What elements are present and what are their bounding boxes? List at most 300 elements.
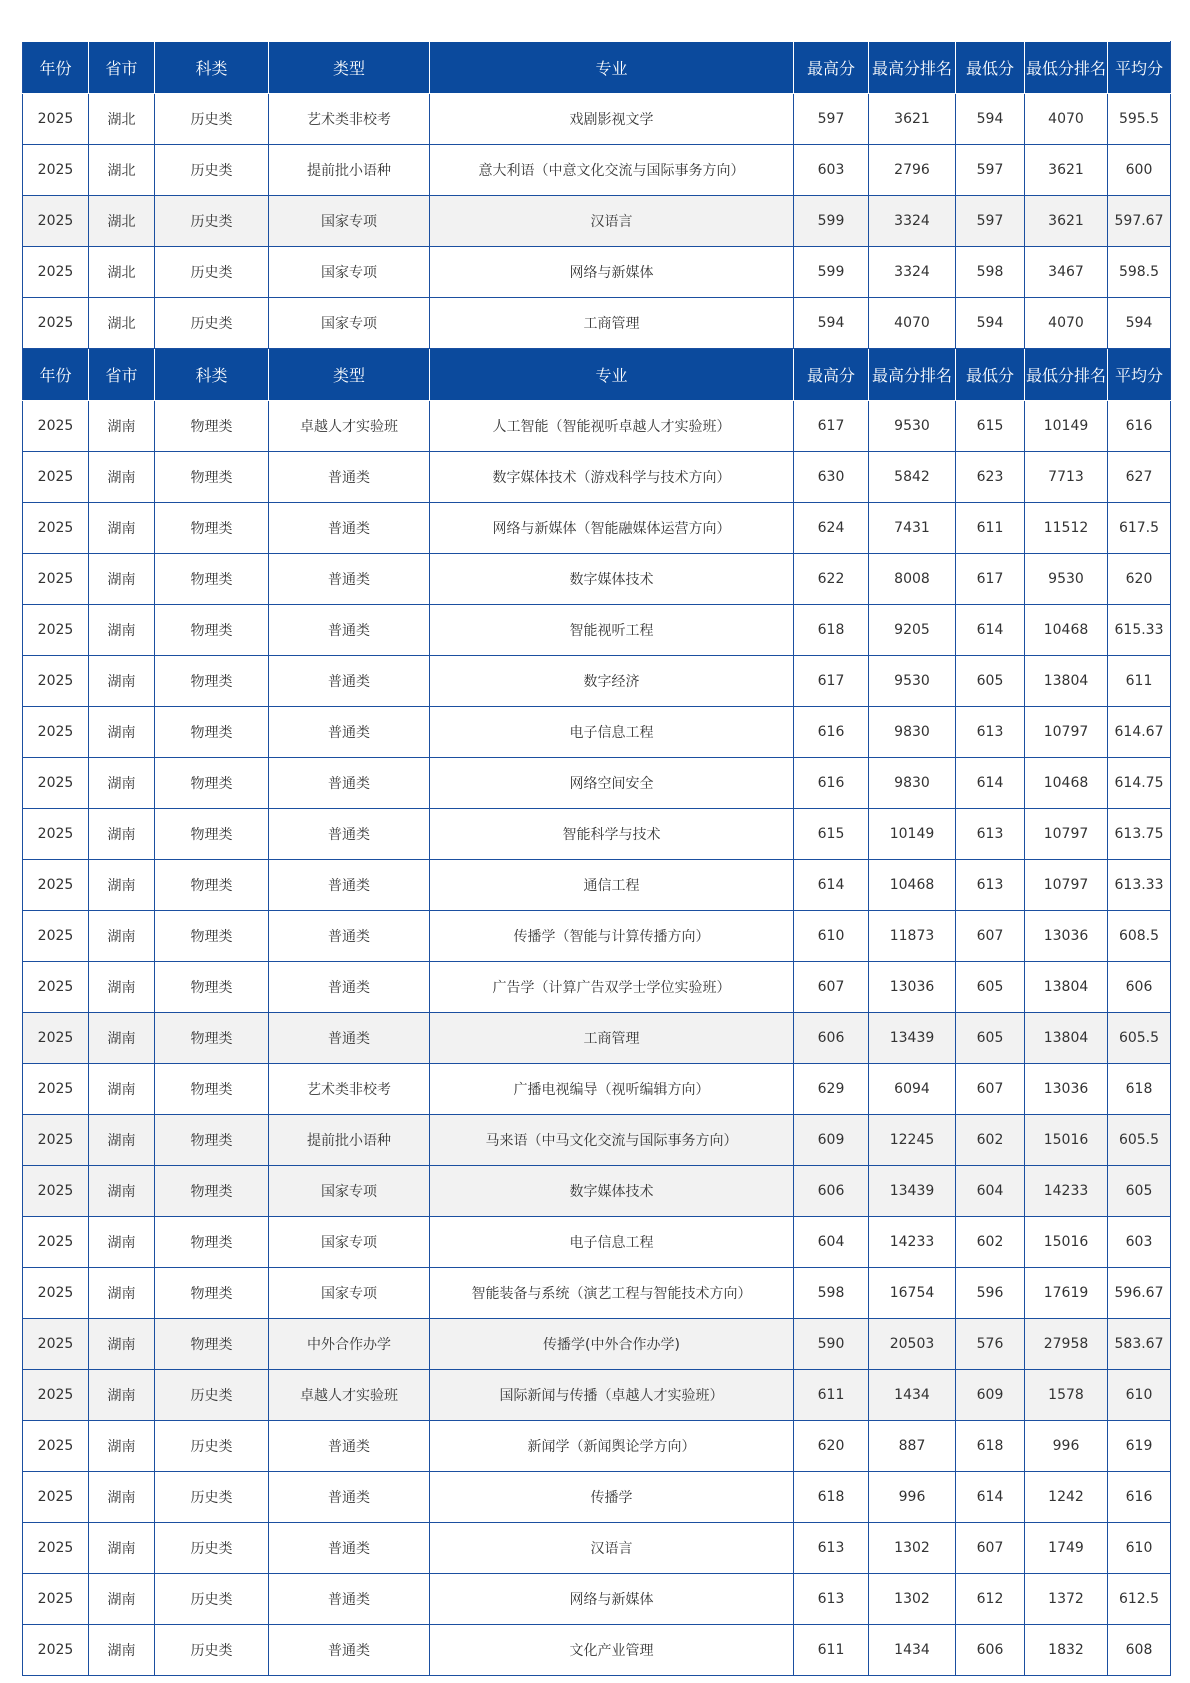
cell-max-score: 613 — [794, 1523, 869, 1574]
cell-year: 2025 — [23, 1217, 89, 1268]
column-header-year: 年份 — [23, 42, 89, 94]
cell-min-score-rank: 10797 — [1025, 860, 1108, 911]
cell-province: 湖南 — [89, 452, 155, 503]
cell-admission-type: 普通类 — [269, 452, 430, 503]
cell-average-score: 613.33 — [1108, 860, 1171, 911]
table-row — [23, 656, 1171, 707]
cell-average-score: 598.5 — [1108, 247, 1171, 298]
cell-max-score-rank: 16754 — [869, 1268, 956, 1319]
cell-province: 湖南 — [89, 1166, 155, 1217]
cell-admission-type: 普通类 — [269, 1523, 430, 1574]
cell-subject-category: 历史类 — [155, 196, 269, 247]
cell-min-score: 602 — [956, 1115, 1025, 1166]
cell-province: 湖南 — [89, 656, 155, 707]
cell-min-score: 607 — [956, 1064, 1025, 1115]
cell-year: 2025 — [23, 298, 89, 349]
cell-max-score: 606 — [794, 1166, 869, 1217]
cell-max-score: 618 — [794, 1472, 869, 1523]
cell-subject-category: 物理类 — [155, 1319, 269, 1370]
table-row — [23, 1115, 1171, 1166]
cell-admission-type: 提前批小语种 — [269, 1115, 430, 1166]
cell-admission-type: 普通类 — [269, 554, 430, 605]
cell-year: 2025 — [23, 1013, 89, 1064]
cell-min-score-rank: 10149 — [1025, 401, 1108, 452]
cell-average-score: 618 — [1108, 1064, 1171, 1115]
column-header-min-score-rank: 最低分排名 — [1025, 349, 1108, 401]
cell-year: 2025 — [23, 554, 89, 605]
cell-min-score: 611 — [956, 503, 1025, 554]
cell-max-score-rank: 9205 — [869, 605, 956, 656]
cell-min-score: 615 — [956, 401, 1025, 452]
cell-major: 数字媒体技术 — [430, 1166, 794, 1217]
cell-province: 湖南 — [89, 911, 155, 962]
cell-year: 2025 — [23, 1574, 89, 1625]
cell-max-score-rank: 6094 — [869, 1064, 956, 1115]
cell-subject-category: 历史类 — [155, 94, 269, 145]
cell-average-score: 610 — [1108, 1523, 1171, 1574]
cell-admission-type: 国家专项 — [269, 196, 430, 247]
cell-min-score-rank: 13036 — [1025, 1064, 1108, 1115]
cell-major: 工商管理 — [430, 298, 794, 349]
cell-min-score: 613 — [956, 860, 1025, 911]
cell-min-score: 614 — [956, 758, 1025, 809]
cell-year: 2025 — [23, 707, 89, 758]
cell-max-score: 614 — [794, 860, 869, 911]
cell-year: 2025 — [23, 503, 89, 554]
cell-year: 2025 — [23, 1421, 89, 1472]
cell-average-score: 605.5 — [1108, 1115, 1171, 1166]
table-row — [23, 1574, 1171, 1625]
cell-subject-category: 物理类 — [155, 809, 269, 860]
table-row — [23, 401, 1171, 452]
cell-major: 电子信息工程 — [430, 707, 794, 758]
cell-average-score: 614.75 — [1108, 758, 1171, 809]
cell-year: 2025 — [23, 1625, 89, 1676]
cell-max-score-rank: 11873 — [869, 911, 956, 962]
cell-min-score-rank: 1372 — [1025, 1574, 1108, 1625]
cell-year: 2025 — [23, 656, 89, 707]
cell-subject-category: 物理类 — [155, 605, 269, 656]
cell-admission-type: 国家专项 — [269, 1268, 430, 1319]
cell-min-score-rank: 13804 — [1025, 962, 1108, 1013]
cell-year: 2025 — [23, 145, 89, 196]
cell-province: 湖南 — [89, 809, 155, 860]
cell-min-score: 594 — [956, 298, 1025, 349]
cell-max-score: 611 — [794, 1625, 869, 1676]
cell-average-score: 594 — [1108, 298, 1171, 349]
cell-province: 湖南 — [89, 860, 155, 911]
cell-major: 智能视听工程 — [430, 605, 794, 656]
cell-max-score-rank: 8008 — [869, 554, 956, 605]
cell-max-score-rank: 13036 — [869, 962, 956, 1013]
cell-max-score: 624 — [794, 503, 869, 554]
cell-max-score-rank: 10149 — [869, 809, 956, 860]
cell-admission-type: 普通类 — [269, 1574, 430, 1625]
cell-min-score: 604 — [956, 1166, 1025, 1217]
cell-major: 广播电视编导（视听编辑方向） — [430, 1064, 794, 1115]
cell-subject-category: 物理类 — [155, 1064, 269, 1115]
cell-min-score-rank: 9530 — [1025, 554, 1108, 605]
cell-year: 2025 — [23, 1523, 89, 1574]
cell-major: 汉语言 — [430, 1523, 794, 1574]
cell-province: 湖南 — [89, 503, 155, 554]
cell-year: 2025 — [23, 860, 89, 911]
column-header-average-score: 平均分 — [1108, 42, 1171, 94]
cell-admission-type: 普通类 — [269, 1421, 430, 1472]
cell-min-score-rank: 10468 — [1025, 605, 1108, 656]
column-header-province: 省市 — [89, 42, 155, 94]
cell-min-score-rank: 13036 — [1025, 911, 1108, 962]
cell-max-score: 598 — [794, 1268, 869, 1319]
cell-province: 湖南 — [89, 1421, 155, 1472]
cell-average-score: 595.5 — [1108, 94, 1171, 145]
cell-major: 人工智能（智能视听卓越人才实验班） — [430, 401, 794, 452]
cell-min-score: 594 — [956, 94, 1025, 145]
cell-province: 湖南 — [89, 1523, 155, 1574]
cell-major: 网络与新媒体 — [430, 1574, 794, 1625]
cell-max-score: 599 — [794, 196, 869, 247]
cell-major: 新闻学（新闻舆论学方向） — [430, 1421, 794, 1472]
cell-subject-category: 历史类 — [155, 1574, 269, 1625]
cell-min-score-rank: 10468 — [1025, 758, 1108, 809]
cell-min-score-rank: 27958 — [1025, 1319, 1108, 1370]
cell-subject-category: 物理类 — [155, 1166, 269, 1217]
cell-max-score-rank: 2796 — [869, 145, 956, 196]
cell-max-score-rank: 5842 — [869, 452, 956, 503]
table-row — [23, 1421, 1171, 1472]
cell-min-score: 618 — [956, 1421, 1025, 1472]
cell-year: 2025 — [23, 911, 89, 962]
cell-average-score: 612.5 — [1108, 1574, 1171, 1625]
table-header-row — [23, 42, 1171, 94]
cell-major: 通信工程 — [430, 860, 794, 911]
cell-province: 湖南 — [89, 1217, 155, 1268]
cell-year: 2025 — [23, 1472, 89, 1523]
cell-max-score: 594 — [794, 298, 869, 349]
cell-major: 电子信息工程 — [430, 1217, 794, 1268]
cell-province: 湖南 — [89, 1013, 155, 1064]
cell-min-score: 597 — [956, 145, 1025, 196]
cell-max-score: 607 — [794, 962, 869, 1013]
cell-major: 意大利语（中意文化交流与国际事务方向） — [430, 145, 794, 196]
cell-max-score-rank: 1302 — [869, 1574, 956, 1625]
cell-max-score-rank: 1434 — [869, 1370, 956, 1421]
cell-subject-category: 物理类 — [155, 860, 269, 911]
cell-province: 湖南 — [89, 962, 155, 1013]
cell-min-score-rank: 3621 — [1025, 145, 1108, 196]
cell-admission-type: 普通类 — [269, 1625, 430, 1676]
column-header-subject-category: 科类 — [155, 42, 269, 94]
cell-max-score-rank: 12245 — [869, 1115, 956, 1166]
cell-min-score-rank: 1832 — [1025, 1625, 1108, 1676]
cell-subject-category: 物理类 — [155, 1268, 269, 1319]
cell-province: 湖南 — [89, 1625, 155, 1676]
cell-max-score: 597 — [794, 94, 869, 145]
cell-max-score-rank: 20503 — [869, 1319, 956, 1370]
cell-subject-category: 物理类 — [155, 758, 269, 809]
cell-max-score-rank: 9530 — [869, 401, 956, 452]
cell-max-score: 609 — [794, 1115, 869, 1166]
cell-year: 2025 — [23, 247, 89, 298]
cell-average-score: 627 — [1108, 452, 1171, 503]
table-row — [23, 911, 1171, 962]
cell-province: 湖南 — [89, 1268, 155, 1319]
cell-subject-category: 物理类 — [155, 1217, 269, 1268]
cell-subject-category: 历史类 — [155, 1370, 269, 1421]
table-row — [23, 1523, 1171, 1574]
cell-min-score: 602 — [956, 1217, 1025, 1268]
cell-max-score-rank: 9830 — [869, 707, 956, 758]
column-header-average-score: 平均分 — [1108, 349, 1171, 401]
cell-average-score: 583.67 — [1108, 1319, 1171, 1370]
table-row — [23, 145, 1171, 196]
cell-min-score-rank: 13804 — [1025, 1013, 1108, 1064]
cell-min-score: 617 — [956, 554, 1025, 605]
cell-province: 湖南 — [89, 758, 155, 809]
cell-average-score: 616 — [1108, 401, 1171, 452]
table-row — [23, 1370, 1171, 1421]
cell-max-score: 630 — [794, 452, 869, 503]
cell-year: 2025 — [23, 452, 89, 503]
cell-admission-type: 普通类 — [269, 1472, 430, 1523]
cell-major: 传播学（智能与计算传播方向） — [430, 911, 794, 962]
cell-max-score: 603 — [794, 145, 869, 196]
cell-year: 2025 — [23, 605, 89, 656]
cell-min-score-rank: 996 — [1025, 1421, 1108, 1472]
cell-admission-type: 国家专项 — [269, 1166, 430, 1217]
cell-year: 2025 — [23, 1115, 89, 1166]
column-header-admission-type: 类型 — [269, 42, 430, 94]
cell-major: 国际新闻与传播（卓越人才实验班） — [430, 1370, 794, 1421]
admission-score-table — [22, 41, 1171, 1676]
cell-min-score-rank: 4070 — [1025, 94, 1108, 145]
cell-min-score: 614 — [956, 1472, 1025, 1523]
cell-admission-type: 卓越人才实验班 — [269, 401, 430, 452]
cell-average-score: 606 — [1108, 962, 1171, 1013]
cell-min-score: 609 — [956, 1370, 1025, 1421]
cell-admission-type: 普通类 — [269, 758, 430, 809]
cell-max-score-rank: 9530 — [869, 656, 956, 707]
cell-max-score: 599 — [794, 247, 869, 298]
cell-major: 戏剧影视文学 — [430, 94, 794, 145]
column-header-max-score: 最高分 — [794, 349, 869, 401]
cell-average-score: 611 — [1108, 656, 1171, 707]
cell-admission-type: 国家专项 — [269, 247, 430, 298]
table-row — [23, 605, 1171, 656]
table-row — [23, 298, 1171, 349]
cell-min-score-rank: 10797 — [1025, 707, 1108, 758]
column-header-max-score-rank: 最高分排名 — [869, 42, 956, 94]
column-header-max-score: 最高分 — [794, 42, 869, 94]
cell-year: 2025 — [23, 401, 89, 452]
cell-max-score-rank: 9830 — [869, 758, 956, 809]
cell-subject-category: 物理类 — [155, 962, 269, 1013]
cell-max-score-rank: 1434 — [869, 1625, 956, 1676]
cell-subject-category: 历史类 — [155, 1523, 269, 1574]
cell-average-score: 603 — [1108, 1217, 1171, 1268]
cell-average-score: 597.67 — [1108, 196, 1171, 247]
cell-year: 2025 — [23, 758, 89, 809]
cell-major: 智能装备与系统（演艺工程与智能技术方向） — [430, 1268, 794, 1319]
cell-min-score: 613 — [956, 809, 1025, 860]
cell-max-score: 622 — [794, 554, 869, 605]
cell-province: 湖北 — [89, 145, 155, 196]
cell-average-score: 596.67 — [1108, 1268, 1171, 1319]
cell-max-score: 618 — [794, 605, 869, 656]
column-header-min-score: 最低分 — [956, 42, 1025, 94]
cell-year: 2025 — [23, 1064, 89, 1115]
cell-min-score: 576 — [956, 1319, 1025, 1370]
table-row — [23, 809, 1171, 860]
cell-min-score-rank: 10797 — [1025, 809, 1108, 860]
table-row — [23, 1064, 1171, 1115]
cell-min-score-rank: 1578 — [1025, 1370, 1108, 1421]
cell-average-score: 600 — [1108, 145, 1171, 196]
cell-admission-type: 中外合作办学 — [269, 1319, 430, 1370]
cell-max-score: 613 — [794, 1574, 869, 1625]
cell-province: 湖南 — [89, 707, 155, 758]
cell-average-score: 608 — [1108, 1625, 1171, 1676]
cell-year: 2025 — [23, 962, 89, 1013]
cell-province: 湖南 — [89, 1319, 155, 1370]
cell-major: 网络与新媒体 — [430, 247, 794, 298]
cell-average-score: 620 — [1108, 554, 1171, 605]
table-row — [23, 247, 1171, 298]
cell-max-score-rank: 996 — [869, 1472, 956, 1523]
column-header-major: 专业 — [430, 349, 794, 401]
cell-min-score: 606 — [956, 1625, 1025, 1676]
cell-min-score: 598 — [956, 247, 1025, 298]
table-row — [23, 94, 1171, 145]
table-row — [23, 758, 1171, 809]
cell-min-score-rank: 14233 — [1025, 1166, 1108, 1217]
cell-admission-type: 卓越人才实验班 — [269, 1370, 430, 1421]
cell-subject-category: 物理类 — [155, 452, 269, 503]
cell-admission-type: 艺术类非校考 — [269, 1064, 430, 1115]
cell-subject-category: 物理类 — [155, 503, 269, 554]
cell-major: 传播学 — [430, 1472, 794, 1523]
column-header-major: 专业 — [430, 42, 794, 94]
column-header-max-score-rank: 最高分排名 — [869, 349, 956, 401]
cell-min-score: 623 — [956, 452, 1025, 503]
cell-max-score-rank: 3324 — [869, 196, 956, 247]
cell-max-score-rank: 7431 — [869, 503, 956, 554]
cell-major: 文化产业管理 — [430, 1625, 794, 1676]
cell-min-score: 596 — [956, 1268, 1025, 1319]
cell-min-score: 605 — [956, 962, 1025, 1013]
cell-year: 2025 — [23, 809, 89, 860]
table-row — [23, 196, 1171, 247]
cell-average-score: 619 — [1108, 1421, 1171, 1472]
cell-subject-category: 历史类 — [155, 145, 269, 196]
cell-average-score: 608.5 — [1108, 911, 1171, 962]
table-row — [23, 860, 1171, 911]
table-header-row — [23, 349, 1171, 401]
cell-average-score: 610 — [1108, 1370, 1171, 1421]
cell-year: 2025 — [23, 196, 89, 247]
cell-max-score: 629 — [794, 1064, 869, 1115]
cell-subject-category: 物理类 — [155, 1013, 269, 1064]
cell-admission-type: 普通类 — [269, 911, 430, 962]
table-row — [23, 1319, 1171, 1370]
column-header-min-score: 最低分 — [956, 349, 1025, 401]
cell-admission-type: 国家专项 — [269, 298, 430, 349]
table-row — [23, 1625, 1171, 1676]
cell-min-score: 605 — [956, 1013, 1025, 1064]
cell-province: 湖南 — [89, 554, 155, 605]
table-row — [23, 962, 1171, 1013]
cell-max-score-rank: 1302 — [869, 1523, 956, 1574]
cell-min-score: 612 — [956, 1574, 1025, 1625]
cell-province: 湖南 — [89, 1064, 155, 1115]
cell-min-score: 613 — [956, 707, 1025, 758]
cell-admission-type: 普通类 — [269, 860, 430, 911]
table-row — [23, 1472, 1171, 1523]
cell-major: 工商管理 — [430, 1013, 794, 1064]
cell-subject-category: 历史类 — [155, 298, 269, 349]
cell-province: 湖南 — [89, 1472, 155, 1523]
cell-average-score: 613.75 — [1108, 809, 1171, 860]
cell-min-score-rank: 1242 — [1025, 1472, 1108, 1523]
cell-max-score: 590 — [794, 1319, 869, 1370]
cell-max-score-rank: 13439 — [869, 1013, 956, 1064]
cell-year: 2025 — [23, 1166, 89, 1217]
cell-subject-category: 物理类 — [155, 554, 269, 605]
cell-major: 广告学（计算广告双学士学位实验班） — [430, 962, 794, 1013]
column-header-min-score-rank: 最低分排名 — [1025, 42, 1108, 94]
cell-admission-type: 艺术类非校考 — [269, 94, 430, 145]
cell-admission-type: 普通类 — [269, 503, 430, 554]
cell-max-score: 615 — [794, 809, 869, 860]
cell-subject-category: 历史类 — [155, 1625, 269, 1676]
cell-year: 2025 — [23, 1319, 89, 1370]
table-row — [23, 1013, 1171, 1064]
cell-province: 湖北 — [89, 298, 155, 349]
cell-major: 数字媒体技术 — [430, 554, 794, 605]
cell-min-score: 607 — [956, 911, 1025, 962]
cell-max-score-rank: 3324 — [869, 247, 956, 298]
cell-province: 湖南 — [89, 401, 155, 452]
cell-min-score-rank: 13804 — [1025, 656, 1108, 707]
cell-major: 汉语言 — [430, 196, 794, 247]
cell-major: 智能科学与技术 — [430, 809, 794, 860]
cell-max-score: 616 — [794, 707, 869, 758]
cell-average-score: 614.67 — [1108, 707, 1171, 758]
cell-major: 马来语（中马文化交流与国际事务方向） — [430, 1115, 794, 1166]
cell-min-score: 597 — [956, 196, 1025, 247]
cell-max-score: 610 — [794, 911, 869, 962]
cell-province: 湖南 — [89, 1574, 155, 1625]
table-row — [23, 1268, 1171, 1319]
cell-max-score-rank: 14233 — [869, 1217, 956, 1268]
cell-admission-type: 国家专项 — [269, 1217, 430, 1268]
cell-subject-category: 物理类 — [155, 707, 269, 758]
cell-max-score: 620 — [794, 1421, 869, 1472]
cell-admission-type: 普通类 — [269, 656, 430, 707]
cell-max-score: 606 — [794, 1013, 869, 1064]
cell-max-score: 604 — [794, 1217, 869, 1268]
table-row — [23, 1217, 1171, 1268]
column-header-subject-category: 科类 — [155, 349, 269, 401]
cell-max-score-rank: 887 — [869, 1421, 956, 1472]
cell-year: 2025 — [23, 94, 89, 145]
cell-average-score: 605.5 — [1108, 1013, 1171, 1064]
cell-min-score: 607 — [956, 1523, 1025, 1574]
table-row — [23, 1166, 1171, 1217]
cell-max-score-rank: 3621 — [869, 94, 956, 145]
cell-max-score: 617 — [794, 401, 869, 452]
cell-province: 湖南 — [89, 1115, 155, 1166]
